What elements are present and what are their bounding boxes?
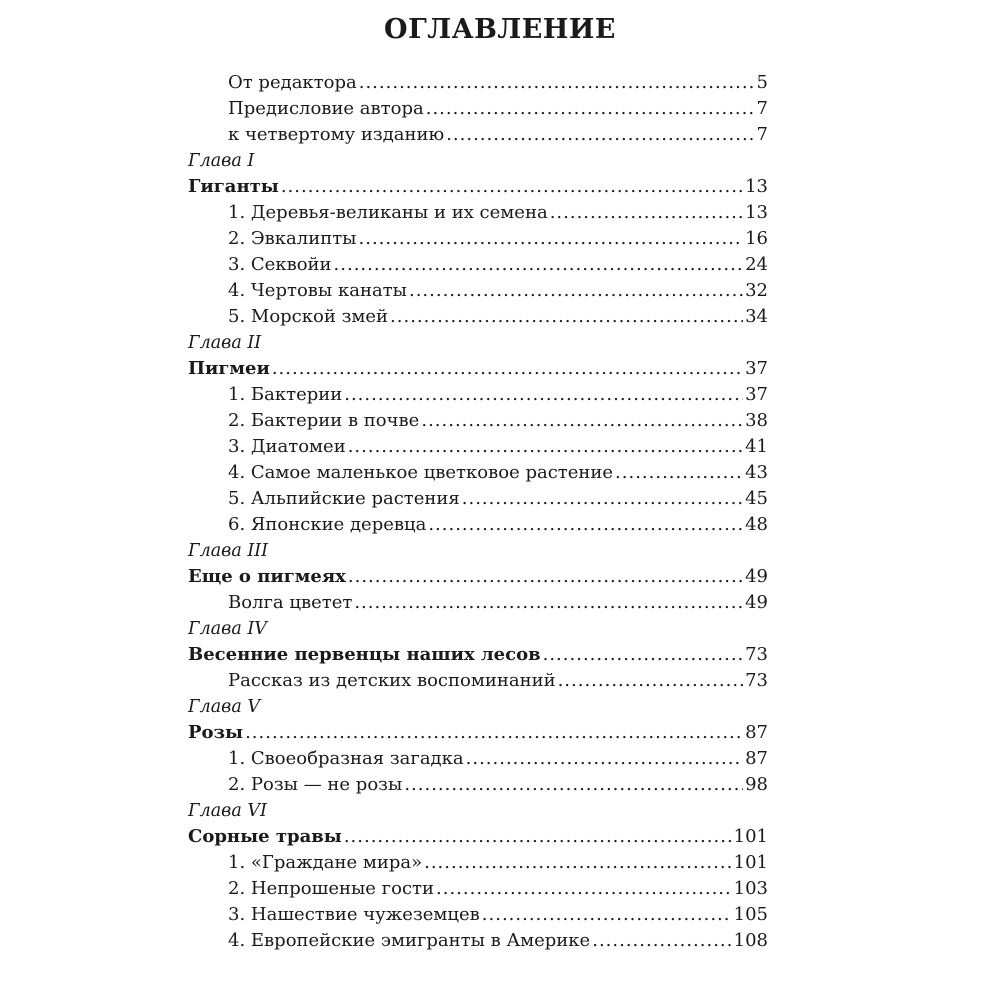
toc-entry-title: От редактора xyxy=(228,70,359,96)
toc-entry-title: 3. Нашествие чужеземцев xyxy=(228,902,482,928)
dot-leader xyxy=(344,824,732,850)
dot-leader xyxy=(428,512,743,538)
dot-leader xyxy=(272,356,743,382)
toc-entry[interactable] xyxy=(188,122,768,148)
toc-entry-title: Волга цветет xyxy=(228,590,354,616)
toc-chapter-entry[interactable] xyxy=(188,720,768,746)
dot-leader xyxy=(344,382,743,408)
chapter-label: Глава I xyxy=(188,151,255,171)
toc-page-number: 73 xyxy=(745,644,768,665)
toc-chapter-entry[interactable] xyxy=(188,824,768,850)
toc-page-number: 103 xyxy=(733,878,768,899)
toc-entry-title: к четвертому изданию xyxy=(228,122,446,148)
chapter-label: Глава III xyxy=(188,541,269,561)
toc-entry-title: Гиганты xyxy=(188,174,281,200)
toc-entry-title: 1. Деревья-великаны и их семена xyxy=(228,200,550,226)
toc-page-number: 98 xyxy=(745,774,768,795)
chapter-label: Глава II xyxy=(188,333,262,353)
toc-entry-title: Весенние первенцы наших лесов xyxy=(188,642,543,668)
dot-leader xyxy=(466,746,743,772)
dot-leader xyxy=(359,226,744,252)
toc-entry[interactable] xyxy=(188,70,768,96)
toc-page-number: 38 xyxy=(745,410,768,431)
toc-page-number: 48 xyxy=(745,514,768,535)
toc-page-number: 32 xyxy=(745,280,768,301)
dot-leader xyxy=(281,174,743,200)
toc-entry[interactable] xyxy=(188,408,768,434)
toc-entry[interactable] xyxy=(188,200,768,226)
toc-entry[interactable] xyxy=(188,382,768,408)
dot-leader xyxy=(348,564,743,590)
toc-chapter-entry[interactable] xyxy=(188,642,768,668)
toc-entry-title: Розы xyxy=(188,720,245,746)
toc-entry[interactable] xyxy=(188,460,768,486)
toc-entry-title: 2. Бактерии в почве xyxy=(228,408,421,434)
toc-entry[interactable] xyxy=(188,486,768,512)
toc-entry-title: 5. Альпийские растения xyxy=(228,486,462,512)
toc-entry[interactable] xyxy=(188,434,768,460)
table-of-contents xyxy=(188,70,768,954)
toc-entry-title: 6. Японские деревца xyxy=(228,512,428,538)
toc-entry[interactable] xyxy=(188,96,768,122)
chapter-label: Глава V xyxy=(188,697,260,717)
toc-page-number: 101 xyxy=(733,826,768,847)
dot-leader xyxy=(558,668,744,694)
dot-leader xyxy=(592,928,731,954)
toc-entry[interactable] xyxy=(188,590,768,616)
toc-page-number: 87 xyxy=(745,748,768,769)
toc-page-number: 73 xyxy=(745,670,768,691)
toc-page-number: 16 xyxy=(745,228,768,249)
toc-page-number: 45 xyxy=(745,488,768,509)
toc-entry[interactable] xyxy=(188,850,768,876)
toc-entry-title: 4. Чертовы канаты xyxy=(228,278,409,304)
toc-entry[interactable] xyxy=(188,226,768,252)
toc-page-number: 41 xyxy=(745,436,768,457)
dot-leader xyxy=(482,902,732,928)
toc-entry-title: Пигмеи xyxy=(188,356,272,382)
dot-leader xyxy=(404,772,743,798)
dot-leader xyxy=(543,642,743,668)
toc-entry[interactable] xyxy=(188,928,768,954)
toc-entry-title: 1. Бактерии xyxy=(228,382,344,408)
toc-entry[interactable] xyxy=(188,512,768,538)
dot-leader xyxy=(615,460,743,486)
toc-entry[interactable] xyxy=(188,278,768,304)
dot-leader xyxy=(390,304,743,330)
toc-entry-title: Сорные травы xyxy=(188,824,344,850)
toc-page-number: 105 xyxy=(733,904,768,925)
toc-entry-title: 3. Диатомеи xyxy=(228,434,348,460)
dot-leader xyxy=(334,252,744,278)
toc-page-number: 37 xyxy=(745,384,768,405)
toc-entry[interactable] xyxy=(188,668,768,694)
toc-entry-title: Еще о пигмеях xyxy=(188,564,348,590)
toc-chapter-entry[interactable] xyxy=(188,356,768,382)
toc-entry-title: 2. Розы — не розы xyxy=(228,772,404,798)
toc-page-number: 37 xyxy=(745,358,768,379)
toc-page-number: 24 xyxy=(745,254,768,275)
toc-page-number: 13 xyxy=(745,176,768,197)
toc-page-number: 49 xyxy=(745,566,768,587)
toc-entry-title: 3. Секвойи xyxy=(228,252,334,278)
dot-leader xyxy=(421,408,743,434)
toc-entry[interactable] xyxy=(188,252,768,278)
toc-entry[interactable] xyxy=(188,876,768,902)
dot-leader xyxy=(550,200,743,226)
toc-entry[interactable] xyxy=(188,902,768,928)
toc-page-number: 49 xyxy=(745,592,768,613)
toc-entry-title: 4. Самое маленькое цветковое растение xyxy=(228,460,615,486)
toc-chapter-entry[interactable] xyxy=(188,174,768,200)
toc-entry-title: 2. Непрошеные гости xyxy=(228,876,436,902)
dot-leader xyxy=(245,720,743,746)
toc-page-number: 87 xyxy=(745,722,768,743)
toc-page-number: 13 xyxy=(745,202,768,223)
toc-entry[interactable] xyxy=(188,304,768,330)
dot-leader xyxy=(426,96,755,122)
toc-entry-title: 1. Своеобразная загадка xyxy=(228,746,466,772)
page-title: ОГЛАВЛЕНИЕ xyxy=(384,14,616,45)
toc-page-number: 101 xyxy=(733,852,768,873)
toc-page-number: 34 xyxy=(745,306,768,327)
toc-page-number: 5 xyxy=(756,72,768,93)
chapter-label: Глава IV xyxy=(188,619,267,639)
dot-leader xyxy=(436,876,732,902)
dot-leader xyxy=(354,590,743,616)
toc-entry-title: 4. Европейские эмигранты в Америке xyxy=(228,928,592,954)
toc-entry-title: Предисловие автора xyxy=(228,96,426,122)
dot-leader xyxy=(359,70,755,96)
dot-leader xyxy=(348,434,743,460)
dot-leader xyxy=(446,122,754,148)
toc-page-number: 7 xyxy=(756,124,768,145)
toc-entry-title: 1. «Граждане мира» xyxy=(228,850,424,876)
toc-entry[interactable] xyxy=(188,746,768,772)
toc-page-number: 7 xyxy=(756,98,768,119)
toc-page-number: 43 xyxy=(745,462,768,483)
toc-entry-title: Рассказ из детских воспоминаний xyxy=(228,668,558,694)
dot-leader xyxy=(424,850,732,876)
chapter-label: Глава VI xyxy=(188,801,267,821)
toc-entry[interactable] xyxy=(188,772,768,798)
toc-chapter-entry[interactable] xyxy=(188,564,768,590)
toc-entry-title: 5. Морской змей xyxy=(228,304,390,330)
dot-leader xyxy=(409,278,743,304)
dot-leader xyxy=(462,486,743,512)
toc-entry-title: 2. Эвкалипты xyxy=(228,226,359,252)
toc-page-number: 108 xyxy=(733,930,768,951)
